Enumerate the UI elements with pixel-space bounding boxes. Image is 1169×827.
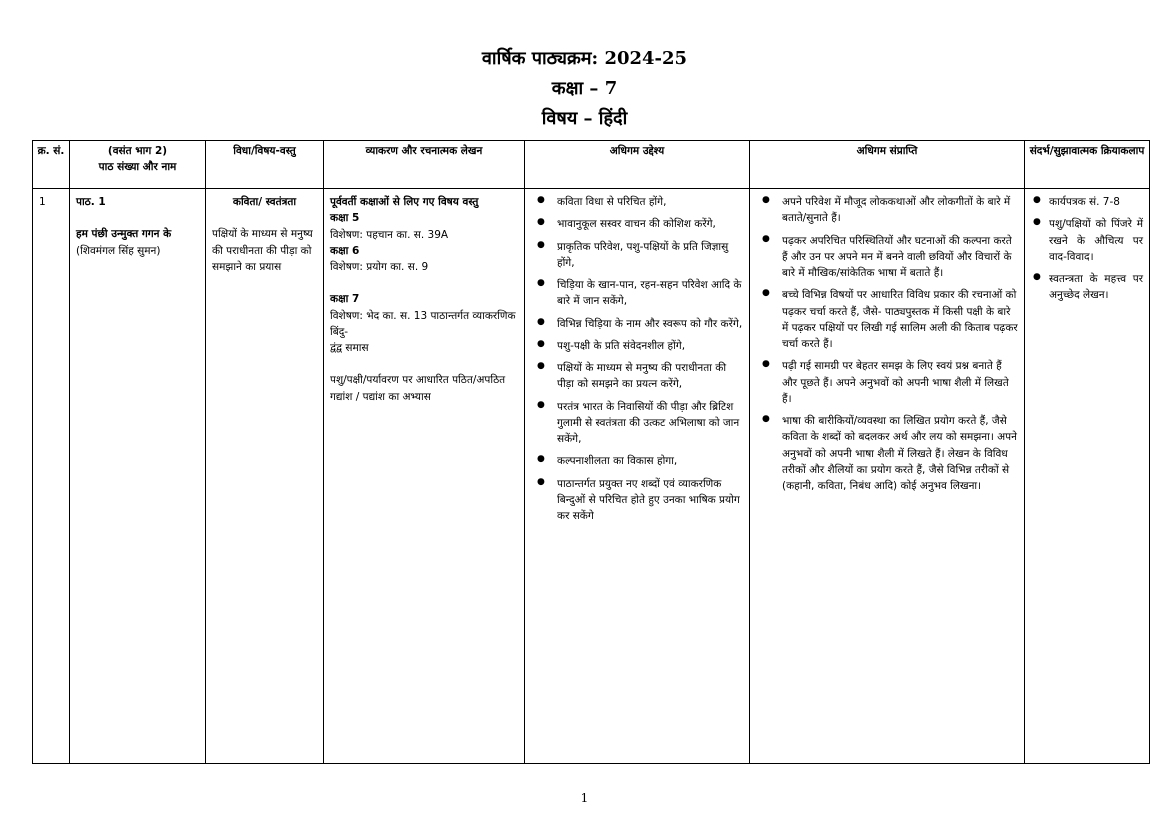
serial-number: 1 [39, 196, 46, 208]
subject-heading: विषय – हिंदी [541, 108, 628, 129]
grammar-class7-text: विशेषण: भेद का. स. 13 पाठान्तर्गत व्याकरणिक बिंदु- [330, 309, 516, 338]
grammar-class5-title: कक्षा 5 [330, 212, 360, 225]
grammar-class7-text2: द्वंद्व समास [330, 342, 369, 355]
class-heading: कक्षा – 7 [551, 78, 618, 99]
list-item: ● बच्चे विभिन्न विषयों पर आधारित विविध प्रकार की रचनाओं को पढ़कर चर्चा करते हैं, जैसे- पाठ्यपुस्तक में किसी पक्षी के बारे में पढ़कर पक्षियों पर लिखी गई सालिम अली की किताब पढ़कर चर्चा करते हैं। [756, 287, 1018, 352]
header-genre: विधा/विषय-वस्तु [206, 141, 324, 189]
list-item: ● पशु/पक्षियों को पिंजरे में रखने के औचित्य पर वाद-विवाद। [1031, 216, 1143, 265]
grammar-class7-title: कक्षा 7 [330, 293, 360, 306]
objectives-list [531, 194, 743, 525]
document-header [0, 44, 1169, 134]
list-item: ● भाषा की बारीकियों/व्यवस्था का लिखित प्रयोग करते हैं, जैसे कविता के शब्दों को बदलकर अर्थ और लय को समझना। अपने अनुभवों को अपनी भाषा शैली में लिखते हैं। लेखन के विविध तरीकों और शैलियों का प्रयोग करते हैं, जैसे विभिन्न तरीकों से (कहानी, कविता, निबंध आदि) कोई अनुभव लिखना। [756, 413, 1018, 494]
cell-lesson [70, 189, 206, 764]
header-objectives: अधिगम उद्देश्य [525, 141, 750, 189]
list-item: ● चिड़िया के खान-पान, रहन-सहन परिवेश आदि के बारे में जान सकेंगे, [531, 277, 743, 310]
header-serial: क्र. सं. [33, 141, 70, 189]
grammar-intro: पूर्ववर्ती कक्षाओं से लिए गए विषय वस्तु [330, 196, 479, 208]
activities-list [1031, 194, 1143, 304]
list-item: ● पशु-पक्षी के प्रति संवेदनशील होंगे, [531, 338, 743, 354]
list-item: ● अपने परिवेश में मौजूद लोककथाओं और लोकगीतों के बारे में बताते/सुनाते हैं। [756, 194, 1018, 227]
cell-activities [1025, 189, 1150, 764]
list-item: ● स्वतन्त्रता के महत्त्व पर अनुच्छेद लेखन। [1031, 271, 1143, 304]
table-row [33, 189, 1150, 764]
cell-serial [33, 189, 70, 764]
grammar-practice: पशु/पक्षी/पर्यावरण पर आधारित पठित/अपठित गद्यांश / पद्यांश का अभ्यास [330, 374, 506, 403]
lesson-name: हम पंछी उन्मुक्त गगन के [76, 228, 172, 241]
header-activities: संदर्भ/सुझावात्मक क्रियाकलाप [1025, 141, 1150, 189]
list-item: ● भावानुकूल सस्वर वाचन की कोशिश करेंगे, [531, 216, 743, 232]
list-item: ● कविता विधा से परिचित होंगे, [531, 194, 743, 210]
syllabus-table [32, 140, 1150, 764]
list-item: ● पक्षियों के माध्यम से मनुष्य की पराधीनता की पीड़ा को समझने का प्रयत्न करेंगे, [531, 360, 743, 393]
grammar-class5-text: विशेषण: पहचान का. स. 39A [330, 228, 449, 241]
list-item: ● कार्यपत्रक सं. 7-8 [1031, 194, 1143, 210]
cell-objectives [525, 189, 750, 764]
grammar-class6-title: कक्षा 6 [330, 244, 360, 257]
list-item: ● पढ़कर अपरिचित परिस्थितियों और घटनाओं की कल्पना करते हैं और उन पर अपने मन में बनने वाली छवियों और विचारों के बारे में मौखिक/सांकेतिक भाषा में बताते हैं। [756, 233, 1018, 282]
genre-title: कविता/ स्वतंत्रता [232, 196, 297, 208]
genre-description: पक्षियों के माध्यम से मनुष्य की पराधीनता की पीड़ा को समझाने का प्रयास [212, 228, 313, 273]
grammar-class6-text: विशेषण: प्रयोग का. स. 9 [330, 261, 429, 274]
header-lesson-line1: (वसंत भाग 2) [107, 145, 168, 157]
lesson-poet: (शिवमंगल सिंह सुमन) [76, 244, 161, 257]
lesson-number: पाठ. 1 [76, 196, 106, 208]
cell-grammar [324, 189, 525, 764]
header-outcomes: अधिगम संप्राप्ति [750, 141, 1025, 189]
list-item: ● पाठान्तर्गत प्रयुक्त नए शब्दों एवं व्याकरणिक बिन्दुओं से परिचित होते हुए उनका भाषिक प्रयोग कर सकेंगे [531, 476, 743, 525]
list-item: ● प्राकृतिक परिवेश, पशु-पक्षियों के प्रति जिज्ञासु होंगे, [531, 239, 743, 272]
list-item: ● पढ़ी गई सामग्री पर बेहतर समझ के लिए स्वयं प्रश्न बनाते हैं और पूछते हैं। अपने अनुभवों को अपनी भाषा शैली में लिखते हैं। [756, 358, 1018, 407]
header-lesson [70, 141, 206, 189]
header-grammar: व्याकरण और रचनात्मक लेखन [324, 141, 525, 189]
cell-outcomes [750, 189, 1025, 764]
document-title: वार्षिक पाठ्यक्रम: 2024-25 [481, 48, 688, 69]
header-lesson-line2: पाठ संख्या और नाम [98, 161, 177, 174]
list-item: ● विभिन्न चिड़िया के नाम और स्वरूप को गौर करेंगे, [531, 316, 743, 332]
header-row [33, 141, 1150, 189]
outcomes-list [756, 194, 1018, 495]
list-item: ● कल्पनाशीलता का विकास होगा, [531, 453, 743, 469]
list-item: ● परतंत्र भारत के निवासियों की पीड़ा और ब्रिटिश गुलामी से स्वतंत्रता की उत्कट अभिलाषा को जान सकेंगे, [531, 399, 743, 448]
cell-genre [206, 189, 324, 764]
page-number: 1 [580, 791, 589, 805]
